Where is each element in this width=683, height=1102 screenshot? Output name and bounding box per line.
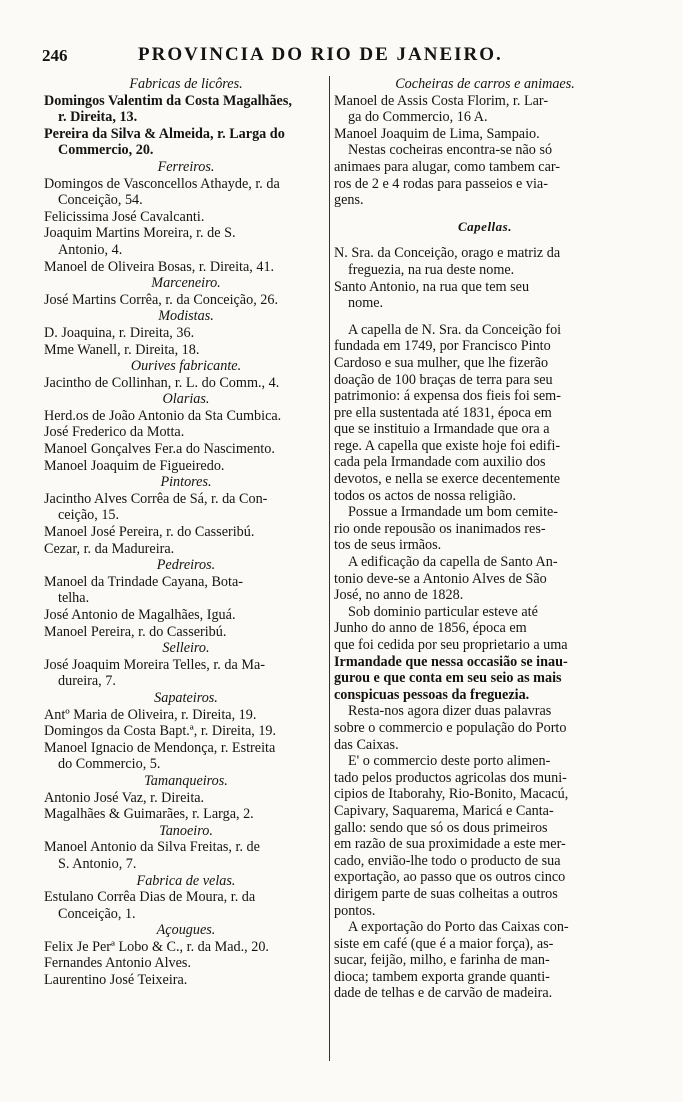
text-line: tonio deve-se a Antonio Alves de São [334,570,547,587]
page-title: PROVINCIA DO RIO DE JANEIRO. [138,44,503,65]
text-line: Capivary, Saquarema, Maricá e Canta- [334,802,554,819]
text-line: A exportação do Porto das Caixas con- [348,919,569,936]
text-line: dirigem parte de suas colheitas a outros [334,885,558,902]
text-line: José, no anno de 1828. [334,587,464,604]
text-line: José Martins Corrêa, r. da Conceição, 26. [44,291,279,308]
text-line: sucar, feijão, milho, e farinha de man- [334,952,550,969]
text-line: freguezia, na rua deste nome. [348,261,515,278]
text-line: N. Sra. da Conceição, orago e matriz da [334,245,561,262]
section-heading: Ourives fabricante. [130,358,242,375]
text-line: tos de seus irmãos. [334,537,442,554]
section-heading: Selleiro. [162,640,210,657]
text-line: em razão de sua proximidade a este mer- [334,836,566,853]
text-line: Possue a Irmandade um bom cemite- [348,504,558,521]
text-line: Antonio José Vaz, r. Direita. [44,789,205,806]
section-heading: Tanoeiro. [159,822,213,839]
text-line: dade de telhas e de carvão de madeira. [334,985,553,1002]
text-line: Manoel da Trindade Cayana, Bota- [44,573,243,590]
text-line: fundada em 1749, por Francisco Pinto [334,338,551,355]
text-line: doação de 100 braças de terra para seu [334,371,553,388]
right-column [334,76,636,1002]
text-line: Mme Wanell, r. Direita, 18. [44,341,200,358]
text-line: Conceição, 1. [58,905,136,922]
text-line: rege. A capella que existe hoje foi edifi- [334,437,561,454]
text-line: Manoel de Assis Costa Florim, r. Lar- [334,92,549,109]
text-line: patrimonio: á expensa dos fieis foi sem- [334,388,561,405]
section-heading: Açougues. [156,922,216,939]
text-line: D. Joaquina, r. Direita, 36. [44,324,195,341]
text-line: Domingos da Costa Bapt.ª, r. Direita, 19. [44,723,277,740]
section-heading: Tamanqueiros. [144,772,228,789]
text-line: Manoel Ignacio de Mendonça, r. Estreita [44,739,276,756]
section-heading: Pedreiros. [156,557,216,574]
section-heading: Sapateiros. [154,689,218,706]
text-line: Manoel Antonio da Silva Freitas, r. de [44,839,260,856]
section-heading: Capellas. [458,218,512,234]
text-line: gens. [334,192,364,209]
text-line: Pereira da Silva & Almeida, r. Larga do [44,125,285,142]
column-divider [329,76,330,1061]
text-line: Joaquim Martins Moreira, r. de S. [44,225,236,242]
text-line: Sob dominio particular esteve até [348,603,538,620]
text-line: José Joaquim Moreira Telles, r. da Ma- [44,656,265,673]
section-heading: Ferreiros. [157,158,215,175]
text-line: que foi cedida por seu proprietario a uma [334,637,568,653]
text-line: Cezar, r. da Madureira. [44,540,175,557]
spacer [334,235,636,245]
text-line: ceição, 15. [58,507,120,524]
text-line: Estulano Corrêa Dias de Moura, r. da [44,889,256,906]
section-heading: Marceneiro. [151,275,221,292]
text-line: siste em café (que é a maior força), as- [334,935,554,952]
text-line: conspicuas pessoas da freguezia. [334,686,530,703]
text-line: Antonio, 4. [58,241,123,258]
text-line: Junho do anno de 1856, época em [334,620,527,637]
text-line: A capella de N. Sra. da Conceição foi [348,321,562,338]
text-line: das Caixas. [334,736,399,753]
text-line: Commercio, 20. [58,142,154,159]
spacer [334,209,636,219]
section-heading: Fabricas de licôres. [129,76,243,92]
text-line: Manoel Joaquim de Lima, Sampaio. [334,125,540,142]
text-line: Conceição, 54. [58,192,143,209]
text-line: pontos. [334,902,376,919]
spacer [334,312,636,322]
text-line: dureira, 7. [58,673,116,690]
text-line: José Antonio de Magalhães, Iguá. [44,607,236,623]
section-heading: Pintores. [160,474,212,491]
text-line: pre ella sustentada até 1831, época em [334,404,552,421]
text-line: Jacintho Alves Corrêa de Sá, r. da Con- [44,490,268,507]
text-line: Domingos de Vasconcellos Athayde, r. da [44,175,280,192]
section-heading: Cocheiras de carros e animaes. [395,76,575,92]
text-line: Domingos Valentim da Costa Magalhães, [44,92,292,109]
page-header [42,44,642,70]
text-line: Antº Maria de Oliveira, r. Direita, 19. [44,706,257,723]
text-line: Manoel de Oliveira Bosas, r. Direita, 41. [44,258,275,275]
text-line: A edificação da capella de Santo An- [348,554,558,571]
text-line: Laurentino José Teixeira. [44,972,188,989]
text-line: E' o commercio deste porto alimen- [348,753,551,770]
text-line: animaes para alugar, como tambem car- [334,158,561,175]
text-line: Felix Je Perª Lobo & C., r. da Mad., 20. [44,938,269,955]
text-line: tado pelos productos agricolas dos muni- [334,769,567,786]
text-line: ga do Commercio, 16 A. [348,109,488,126]
text-line: Felicissima José Cavalcanti. [44,208,205,225]
text-line: que se instituio a Irmandade que ora a [334,421,550,438]
text-line: nome. [348,295,384,312]
section-heading: Modistas. [158,308,214,325]
text-line: Manoel Pereira, r. do Casseribú. [44,623,227,640]
section-heading: Fabrica de velas. [136,872,236,889]
text-line: S. Antonio, 7. [58,855,137,872]
text-line: telha. [58,590,90,607]
text-line: sobre o commercio e população do Porto [334,719,567,736]
text-line: r. Direita, 13. [58,109,138,126]
text-line: Resta-nos agora dizer duas palavras [348,703,552,720]
page-number: 246 [42,46,68,65]
text-line: Nestas cocheiras encontra-se não só [348,142,553,159]
text-line: Santo Antonio, na rua que tem seu [334,278,530,295]
text-line: Magalhães & Guimarães, r. Larga, 2. [44,806,254,823]
text-line: Manoel Joaquim de Figueiredo. [44,457,225,474]
text-line: cada pela Irmandade com auxilio dos [334,454,546,471]
text-line: Herd.os de João Antonio da Sta Cumbica. [44,407,282,424]
text-line: José Frederico da Motta. [44,424,185,441]
text-line: devotos, e nella se exerce decentemente [334,471,561,488]
text-line: do Commercio, 5. [58,756,161,773]
section-heading: Olarias. [162,391,210,408]
text-line: Manoel José Pereira, r. do Casseribú. [44,524,255,541]
text-line: cipios de Itaborahy, Rio-Bonito, Macacú, [334,786,569,803]
text-line: cado, envião-lhe todo o producto de sua [334,852,561,869]
text-line: gallo: sendo que só os dous primeiros [334,819,548,836]
text-line: todos os actos de nossa religião. [334,487,517,504]
text-line: dioca; tambem exporta grande quanti- [334,968,550,985]
text-line: gurou e que conta em seu seio as mais [334,670,562,687]
text-line: Cardoso e sua mulher, que lhe fizerão [334,354,549,371]
text-line: exportação, ao passo que os outros cinco [334,869,566,886]
left-column [44,76,328,989]
text-line: Jacintho de Collinhan, r. L. do Comm., 4. [44,374,280,391]
text-line: Fernandes Antonio Alves. [44,955,191,972]
text-line: Manoel Gonçalves Fer.a do Nascimento. [44,441,275,458]
text-line: rio onde repousão os inanimados res- [334,520,546,537]
text-line: Irmandade que nessa occasião se inau- [334,653,568,670]
text-line: ros de 2 e 4 rodas para passeios e via- [334,175,548,192]
